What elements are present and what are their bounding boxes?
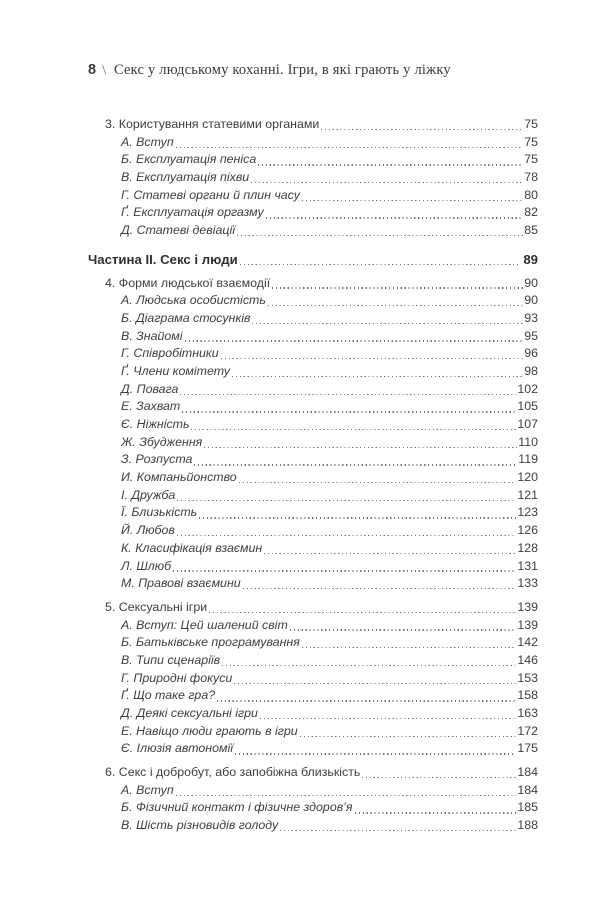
toc-entry-page: 85 <box>524 223 538 238</box>
dot-leader-icon <box>272 287 523 288</box>
toc-entry-page: 105 <box>517 399 538 414</box>
toc-entry-page: 153 <box>517 670 538 685</box>
dot-leader-icon <box>217 700 516 701</box>
toc-entry-label: В. Знайомі <box>121 328 183 343</box>
toc-entry-page: 80 <box>524 187 538 202</box>
header-separator: \ <box>102 63 106 78</box>
toc-entry-page: 82 <box>524 205 538 220</box>
dot-leader-icon <box>235 753 516 754</box>
toc-entry-page: 131 <box>517 558 538 573</box>
header-page-number: 8 <box>88 62 97 78</box>
dot-leader-icon <box>251 182 523 183</box>
dot-leader-icon <box>237 235 523 236</box>
toc-entry-label: А. Вступ <box>121 782 174 797</box>
dot-leader-icon <box>222 665 516 666</box>
toc-entry <box>88 652 538 670</box>
dot-leader-icon <box>180 394 516 395</box>
toc-entry <box>88 275 538 293</box>
dot-leader-icon <box>239 482 517 483</box>
toc-entry-page: 128 <box>517 540 538 555</box>
toc-entry-label: 6. Секс і добробут, або запобіжна близькість <box>105 765 361 780</box>
header-book-title: Секс у людському коханні. Ігри, в які грають у ліжку <box>113 62 451 78</box>
toc-entry <box>88 134 538 152</box>
toc-entry <box>88 251 538 269</box>
dot-leader-icon <box>268 305 523 306</box>
dot-leader-icon <box>280 830 516 831</box>
toc-entry-page: 75 <box>524 134 538 149</box>
dot-leader-icon <box>204 447 517 448</box>
toc-entry-page: 90 <box>524 275 538 290</box>
dot-leader-icon <box>209 612 516 613</box>
toc-entry <box>88 116 538 134</box>
dot-leader-icon <box>177 535 516 536</box>
toc-entry-label: И. Компаньйонство <box>121 470 237 485</box>
toc-entry-label: Ґ. Що таке гра? <box>121 688 216 703</box>
toc-entry <box>88 705 538 723</box>
toc-entry-label: Б. Діаграма стосунків <box>121 310 251 325</box>
toc-entry-label: А. Вступ: Цей шалений світ <box>121 617 288 632</box>
toc-entry-label: М. Правові взаємини <box>121 576 241 591</box>
toc-entry <box>88 469 538 487</box>
toc-entry-label: Л. Шлюб <box>121 558 172 573</box>
toc-entry <box>88 451 538 469</box>
toc-entry <box>88 670 538 688</box>
dot-leader-icon <box>194 464 517 465</box>
toc-entry-page: 139 <box>517 617 538 632</box>
toc-entry-label: В. Шість різновидів голоду <box>121 818 279 833</box>
toc-entry <box>88 169 538 187</box>
toc-entry-page: 185 <box>517 800 538 815</box>
toc-entry-page: 95 <box>524 328 538 343</box>
dot-leader-icon <box>266 217 523 218</box>
toc-entry-label: Е. Навіщо люди грають в ігри <box>121 723 298 738</box>
dot-leader-icon <box>302 200 523 201</box>
toc-entry-page: 158 <box>517 688 538 703</box>
toc-entry-label: Б. Фізичний контакт і фізичне здоров’я <box>121 800 353 815</box>
dot-leader-icon <box>191 429 516 430</box>
toc-entry-label: К. Класифікація взаємин <box>121 540 263 555</box>
toc-entry-page: 163 <box>517 706 538 720</box>
toc-entry-page: 120 <box>517 470 538 485</box>
toc-entry-page: 89 <box>523 251 538 267</box>
toc-entry-label: А. Людська особистість <box>121 293 266 308</box>
toc-entry <box>88 817 538 835</box>
toc-entry <box>88 363 538 381</box>
toc-entry <box>88 617 538 635</box>
toc-entry-page: 184 <box>517 765 538 780</box>
dot-leader-icon <box>176 795 517 796</box>
toc-entry-label: Частина II. Секс і люди <box>88 251 238 267</box>
dot-leader-icon <box>182 411 516 412</box>
toc-entry <box>88 723 538 741</box>
dot-leader-icon <box>258 164 523 165</box>
toc-entry <box>88 151 538 169</box>
toc-entry-label: Є. Ілюзія автономії <box>121 741 233 756</box>
running-header <box>88 62 538 79</box>
toc-entry-label: Ж. Збудження <box>121 434 203 449</box>
toc-entry-page: 121 <box>517 487 538 502</box>
toc-entry-page: 93 <box>524 310 538 325</box>
dot-leader-icon <box>362 777 516 778</box>
dot-leader-icon <box>176 147 524 148</box>
toc-entry <box>88 599 538 617</box>
toc-entry <box>88 504 538 522</box>
toc-entry <box>88 222 538 240</box>
toc-entry <box>88 434 538 452</box>
toc-entry-page: 126 <box>517 523 538 538</box>
dot-leader-icon <box>300 736 517 737</box>
toc-entry-page: 102 <box>517 381 538 396</box>
dot-leader-icon <box>199 517 516 518</box>
toc-entry-label: І. Дружба <box>121 487 176 502</box>
toc-entry-label: Б. Експлуатація пеніса <box>121 152 257 167</box>
toc-entry-label: Д. Статеві девіації <box>121 223 235 238</box>
toc-entry-label: 3. Користування статевими органами <box>105 117 320 131</box>
toc-entry <box>88 345 538 363</box>
toc-entry-label: 4. Форми людської взаємодії <box>105 275 271 290</box>
table-of-contents <box>88 116 538 835</box>
toc-entry <box>88 487 538 505</box>
toc-entry <box>88 782 538 800</box>
dot-leader-icon <box>260 718 516 719</box>
toc-entry <box>88 328 538 346</box>
toc-entry-page: 110 <box>518 434 538 449</box>
toc-entry <box>88 687 538 705</box>
toc-entry-label: Г. Статеві органи й плин часу <box>121 187 300 202</box>
toc-entry-page: 146 <box>517 652 538 667</box>
toc-entry-page: 119 <box>518 452 538 467</box>
toc-entry <box>88 540 538 558</box>
dot-leader-icon <box>177 500 516 501</box>
toc-entry <box>88 740 538 758</box>
toc-entry-label: З. Розпуста <box>121 452 193 467</box>
toc-entry <box>88 398 538 416</box>
toc-entry-label: В. Типи сценаріїв <box>121 652 221 667</box>
toc-entry-label: Ґ. Члени комітету <box>121 363 230 378</box>
toc-entry <box>88 204 538 222</box>
dot-leader-icon <box>243 588 517 589</box>
toc-entry <box>88 187 538 205</box>
dot-leader-icon <box>302 647 516 648</box>
toc-entry-label: Д. Деякі сексуальні ігри <box>121 706 258 720</box>
toc-entry-page: 172 <box>517 723 538 738</box>
toc-entry-page: 139 <box>517 599 538 614</box>
toc-entry-page: 184 <box>517 782 538 797</box>
toc-entry-label: Є. Ніжність <box>121 417 190 431</box>
toc-entry-page: 90 <box>524 293 538 308</box>
toc-entry-page: 78 <box>524 170 538 185</box>
toc-entry-page: 96 <box>524 346 538 361</box>
dot-leader-icon <box>355 812 517 813</box>
toc-entry <box>88 416 538 434</box>
toc-entry-label: В. Експлуатація піхви <box>121 170 250 185</box>
toc-entry-label: Ґ. Експлуатація оргазму <box>121 205 264 220</box>
toc-entry-label: А. Вступ <box>121 134 174 149</box>
dot-leader-icon <box>232 376 523 377</box>
dot-leader-icon <box>234 683 516 684</box>
toc-entry-label: 5. Сексуальні ігри <box>105 599 208 614</box>
toc-entry-label: Е. Захват <box>121 399 181 414</box>
toc-entry-page: 123 <box>517 505 538 520</box>
toc-entry-label: Г. Природні фокуси <box>121 670 233 685</box>
toc-entry <box>88 310 538 328</box>
dot-leader-icon <box>240 264 519 265</box>
toc-entry-page: 175 <box>517 741 538 756</box>
toc-entry <box>88 292 538 310</box>
toc-entry <box>88 381 538 399</box>
dot-leader-icon <box>252 323 523 324</box>
toc-entry-page: 142 <box>517 635 538 650</box>
toc-entry-label: Й. Любов <box>121 523 175 538</box>
toc-entry <box>88 764 538 782</box>
toc-entry <box>88 522 538 540</box>
toc-entry-page: 75 <box>524 152 538 167</box>
toc-entry-page: 75 <box>524 117 538 131</box>
toc-entry <box>88 558 538 576</box>
toc-entry-label: Ї. Близькість <box>121 505 198 520</box>
toc-entry-page: 98 <box>524 363 538 378</box>
toc-entry-label: Г. Співробітники <box>121 346 219 361</box>
dot-leader-icon <box>221 358 524 359</box>
toc-entry-label: Д. Повага <box>121 381 179 396</box>
toc-entry <box>88 634 538 652</box>
toc-entry-label: Б. Батьківське програмування <box>121 635 300 650</box>
toc-entry-page: 133 <box>517 576 538 591</box>
dot-leader-icon <box>264 553 516 554</box>
toc-entry <box>88 575 538 593</box>
dot-leader-icon <box>185 340 524 341</box>
toc-entry-page: 107 <box>517 417 538 431</box>
dot-leader-icon <box>290 629 517 630</box>
dot-leader-icon <box>321 129 523 130</box>
dot-leader-icon <box>173 570 516 571</box>
toc-entry <box>88 799 538 817</box>
toc-entry-page: 188 <box>517 818 538 833</box>
